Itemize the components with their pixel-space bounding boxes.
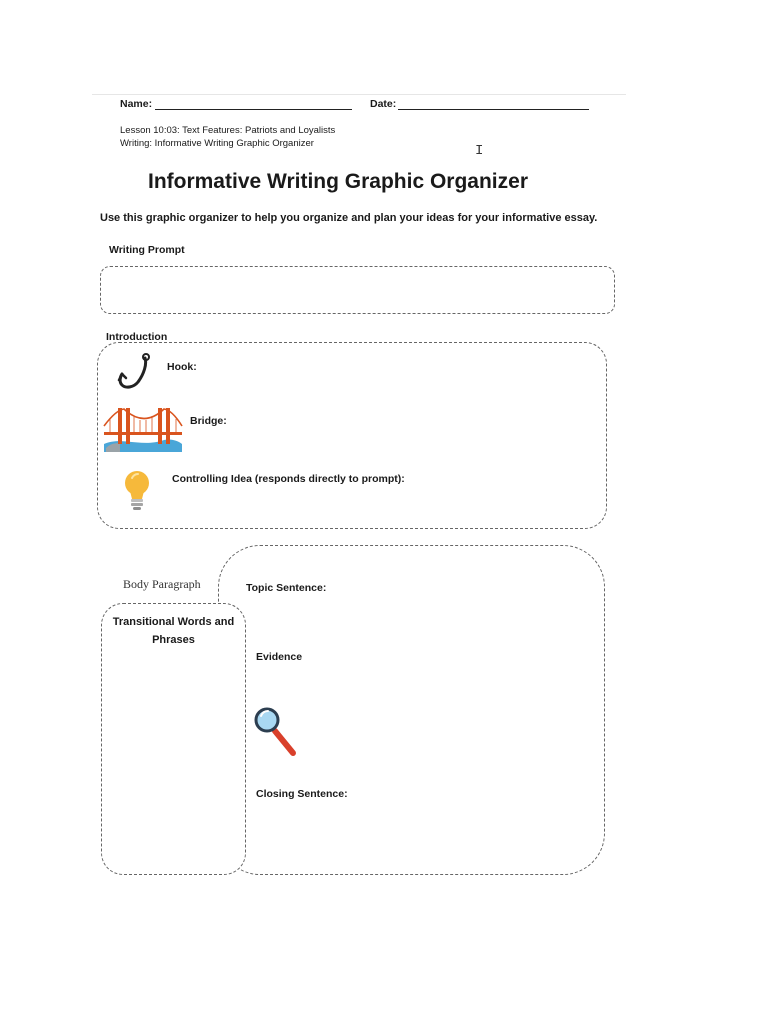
body-paragraph-label: Body Paragraph [123,577,201,591]
light-bulb-icon [121,469,153,513]
fishing-hook-icon [114,352,156,392]
transitional-words-box [101,603,246,875]
lesson-line: Lesson 10:03: Text Features: Patriots and Loyalists [120,125,336,136]
magnifying-glass-icon [253,705,299,759]
top-divider [92,94,626,95]
name-field[interactable] [155,99,352,110]
writing-line: Writing: Informative Writing Graphic Organizer [120,138,314,149]
text-cursor-icon: I [475,143,484,159]
writing-prompt-label: Writing Prompt [109,244,185,256]
introduction-label: Introduction [106,331,168,343]
hook-label: Hook: [167,361,197,373]
golden-gate-bridge-icon [102,404,184,452]
transitional-heading-line1: Transitional Words and [112,616,235,628]
date-label: Date: [370,98,397,110]
topic-sentence-label: Topic Sentence: [246,582,327,594]
name-label: Name: [120,98,153,110]
controlling-idea-label: Controlling Idea (responds directly to prompt): [172,473,405,485]
writing-prompt-box[interactable] [100,266,615,314]
page-title: Informative Writing Graphic Organizer [147,170,528,193]
instructions: Use this graphic organizer to help you organize and plan your ideas for your informative essay. [100,212,598,224]
date-field[interactable] [398,99,589,110]
evidence-label: Evidence [256,651,303,663]
bridge-label: Bridge: [190,415,227,427]
transitional-heading-line2: Phrases [152,634,195,646]
closing-sentence-label: Closing Sentence: [256,788,348,800]
